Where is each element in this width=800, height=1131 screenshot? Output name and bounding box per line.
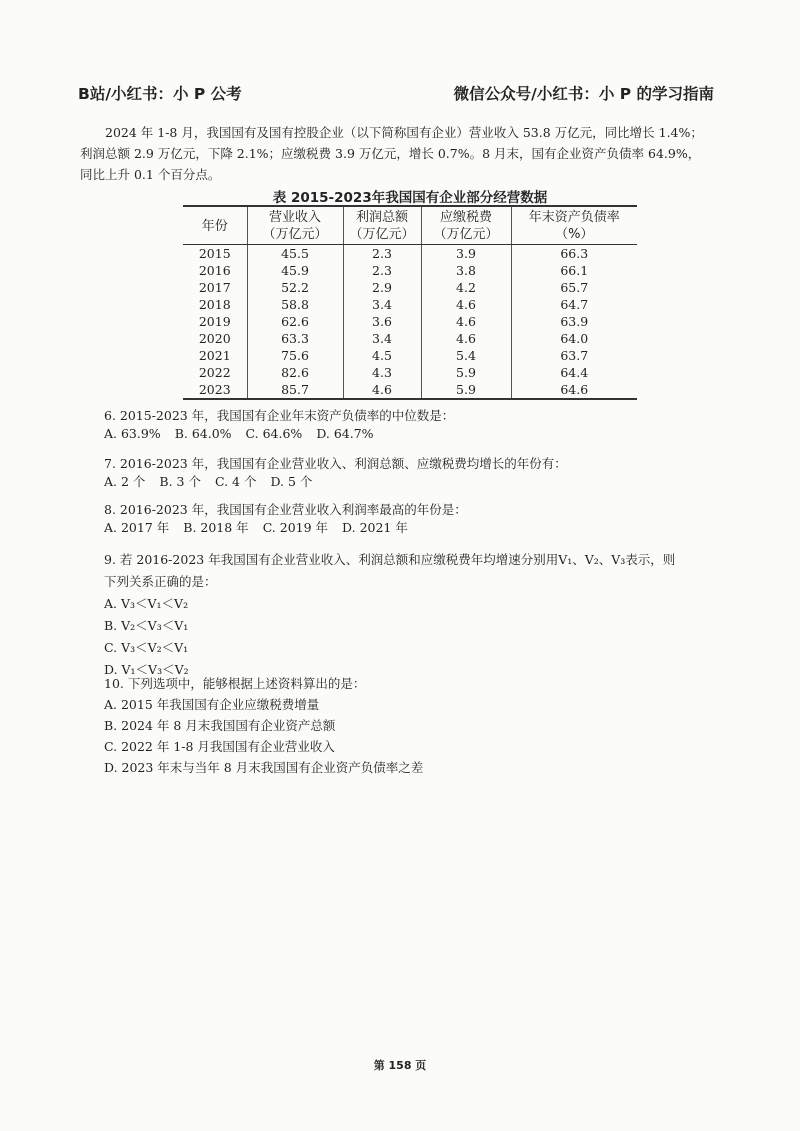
cell-profit: 3.4 xyxy=(343,330,421,347)
cell-debt-ratio: 63.7 xyxy=(511,347,637,364)
option-d: D. V₁＜V₃＜V₂ xyxy=(104,662,189,677)
cell-debt-ratio: 66.3 xyxy=(511,245,637,263)
option-a: A. 2 个 xyxy=(104,474,146,489)
question-8 xyxy=(104,501,467,537)
cell-profit: 2.9 xyxy=(343,279,421,296)
cell-revenue: 75.6 xyxy=(247,347,343,364)
question-10 xyxy=(104,673,423,778)
cell-tax: 4.6 xyxy=(421,330,511,347)
header-revenue-label: 营业收入 xyxy=(268,210,321,225)
cell-year: 2023 xyxy=(183,381,247,399)
question-7-options xyxy=(104,473,567,491)
cell-profit: 3.6 xyxy=(343,313,421,330)
cell-debt-ratio: 63.9 xyxy=(511,313,637,330)
option-c: C. 4 个 xyxy=(214,474,257,489)
header-debt-ratio-label: 年末资产负债率 xyxy=(528,210,620,225)
option-d: D. 2023 年末与当年 8 月末我国国有企业资产负债率之差 xyxy=(104,760,424,775)
option-d: D. 2021 年 xyxy=(342,520,408,535)
intro-paragraph xyxy=(80,122,712,185)
table-row xyxy=(183,262,637,279)
table-title: 表 2015-2023年我国国有企业部分经营数据 xyxy=(272,190,548,206)
intro-text: 2024 年 1-8 月，我国国有及国有控股企业（以下简称国有企业）营业收入 53.8 万亿元，同比增长 1.4%；利润总额 2.9 万亿元，下降 2.1%；应缴税费 3.9 万亿元，增长 0.7%。8 月末，国有企业资产负债率 64.9%，同比上升 0.1 个百分点。 xyxy=(80,125,703,182)
cell-profit: 2.3 xyxy=(343,262,421,279)
cell-profit: 4.3 xyxy=(343,364,421,381)
cell-profit: 3.4 xyxy=(343,296,421,313)
cell-tax: 5.9 xyxy=(421,364,511,381)
data-table xyxy=(183,205,637,400)
question-8-stem: 8. 2016-2023 年，我国国有企业营业收入利润率最高的年份是： xyxy=(104,502,467,517)
page-header xyxy=(78,82,714,104)
header-tax xyxy=(421,206,511,245)
header-revenue xyxy=(247,206,343,245)
cell-year: 2015 xyxy=(198,246,231,261)
header-revenue-unit: （万亿元） xyxy=(262,227,328,242)
table-row xyxy=(183,364,637,381)
cell-debt-ratio: 64.0 xyxy=(511,330,637,347)
cell-tax: 5.9 xyxy=(421,381,511,399)
cell-year: 2019 xyxy=(198,314,231,329)
question-8-options xyxy=(104,519,467,537)
option-d: D. 5 个 xyxy=(270,474,313,489)
header-debt-ratio-unit: （%） xyxy=(555,227,594,242)
cell-revenue: 52.2 xyxy=(247,279,343,296)
cell-debt-ratio: 64.6 xyxy=(511,381,637,399)
header-profit xyxy=(343,206,421,245)
cell-debt-ratio: 66.1 xyxy=(511,262,637,279)
cell-tax: 4.2 xyxy=(421,279,511,296)
table-header-row xyxy=(183,206,637,245)
option-c: C. 2022 年 1-8 月我国国有企业营业收入 xyxy=(104,739,335,754)
question-6 xyxy=(104,407,454,443)
cell-year: 2017 xyxy=(198,280,231,295)
header-profit-label: 利润总额 xyxy=(355,210,408,225)
option-c: C. 2019 年 xyxy=(262,520,329,535)
option-a: A. 63.9% xyxy=(104,426,161,441)
option-b: B. 64.0% xyxy=(174,426,232,441)
option-c: C. V₃＜V₂＜V₁ xyxy=(104,640,189,655)
header-year xyxy=(183,206,247,245)
cell-year: 2018 xyxy=(198,297,231,312)
header-right-text: 微信公众号/小红书：小 P 的学习指南 xyxy=(453,85,714,103)
question-9-stem: 9. 若 2016-2023 年我国国有企业营业收入、利润总额和应缴税费年均增速分别用V₁、V₂、V₃表示，则 xyxy=(104,552,676,567)
table-row xyxy=(183,279,637,296)
cell-year: 2021 xyxy=(198,348,231,363)
cell-profit: 4.6 xyxy=(343,381,421,399)
table-row xyxy=(183,330,637,347)
header-profit-unit: （万亿元） xyxy=(349,227,415,242)
cell-revenue: 63.3 xyxy=(247,330,343,347)
question-9-stem-cont: 下列关系正确的是： xyxy=(104,574,217,589)
question-7 xyxy=(104,455,567,491)
cell-profit: 4.5 xyxy=(343,347,421,364)
option-c: C. 64.6% xyxy=(245,426,303,441)
cell-tax: 3.8 xyxy=(421,262,511,279)
option-a: A. 2015 年我国国有企业应缴税费增量 xyxy=(104,697,320,712)
cell-revenue: 58.8 xyxy=(247,296,343,313)
option-a: A. 2017 年 xyxy=(104,520,170,535)
header-left-text: B站/小红书：小 P 公考 xyxy=(78,85,242,103)
question-9 xyxy=(104,549,675,681)
option-d: D. 64.7% xyxy=(316,426,374,441)
page-number: 第 158 页 xyxy=(373,1059,427,1072)
cell-tax: 5.4 xyxy=(421,347,511,364)
cell-tax: 3.9 xyxy=(421,245,511,263)
option-b: B. 2018 年 xyxy=(183,520,249,535)
cell-year: 2022 xyxy=(198,365,231,380)
table-row xyxy=(183,347,637,364)
question-6-options xyxy=(104,425,454,443)
option-b: B. 3 个 xyxy=(159,474,201,489)
option-b: B. V₂＜V₃＜V₁ xyxy=(104,618,189,633)
table-row xyxy=(183,296,637,313)
option-a: A. V₃＜V₁＜V₂ xyxy=(104,596,189,611)
cell-tax: 4.6 xyxy=(421,313,511,330)
cell-revenue: 82.6 xyxy=(247,364,343,381)
cell-debt-ratio: 65.7 xyxy=(511,279,637,296)
cell-year: 2020 xyxy=(198,331,231,346)
header-year-label: 年份 xyxy=(201,218,228,234)
cell-revenue: 45.5 xyxy=(247,245,343,263)
cell-profit: 2.3 xyxy=(343,245,421,263)
option-b: B. 2024 年 8 月末我国国有企业资产总额 xyxy=(104,718,336,733)
question-6-stem: 6. 2015-2023 年，我国国有企业年末资产负债率的中位数是： xyxy=(104,408,455,423)
table-row xyxy=(183,313,637,330)
header-tax-label: 应缴税费 xyxy=(439,210,492,225)
cell-debt-ratio: 64.4 xyxy=(511,364,637,381)
cell-revenue: 45.9 xyxy=(247,262,343,279)
cell-revenue: 62.6 xyxy=(247,313,343,330)
cell-tax: 4.6 xyxy=(421,296,511,313)
cell-year: 2016 xyxy=(198,263,231,278)
header-debt-ratio xyxy=(511,206,637,245)
cell-revenue: 85.7 xyxy=(247,381,343,399)
question-10-stem: 10. 下列选项中，能够根据上述资料算出的是： xyxy=(104,676,366,691)
header-tax-unit: （万亿元） xyxy=(433,227,499,242)
table-row xyxy=(183,245,637,263)
cell-debt-ratio: 64.7 xyxy=(511,296,637,313)
table-row xyxy=(183,381,637,399)
question-7-stem: 7. 2016-2023 年，我国国有企业营业收入、利润总额、应缴税费均增长的年份有： xyxy=(104,456,567,471)
